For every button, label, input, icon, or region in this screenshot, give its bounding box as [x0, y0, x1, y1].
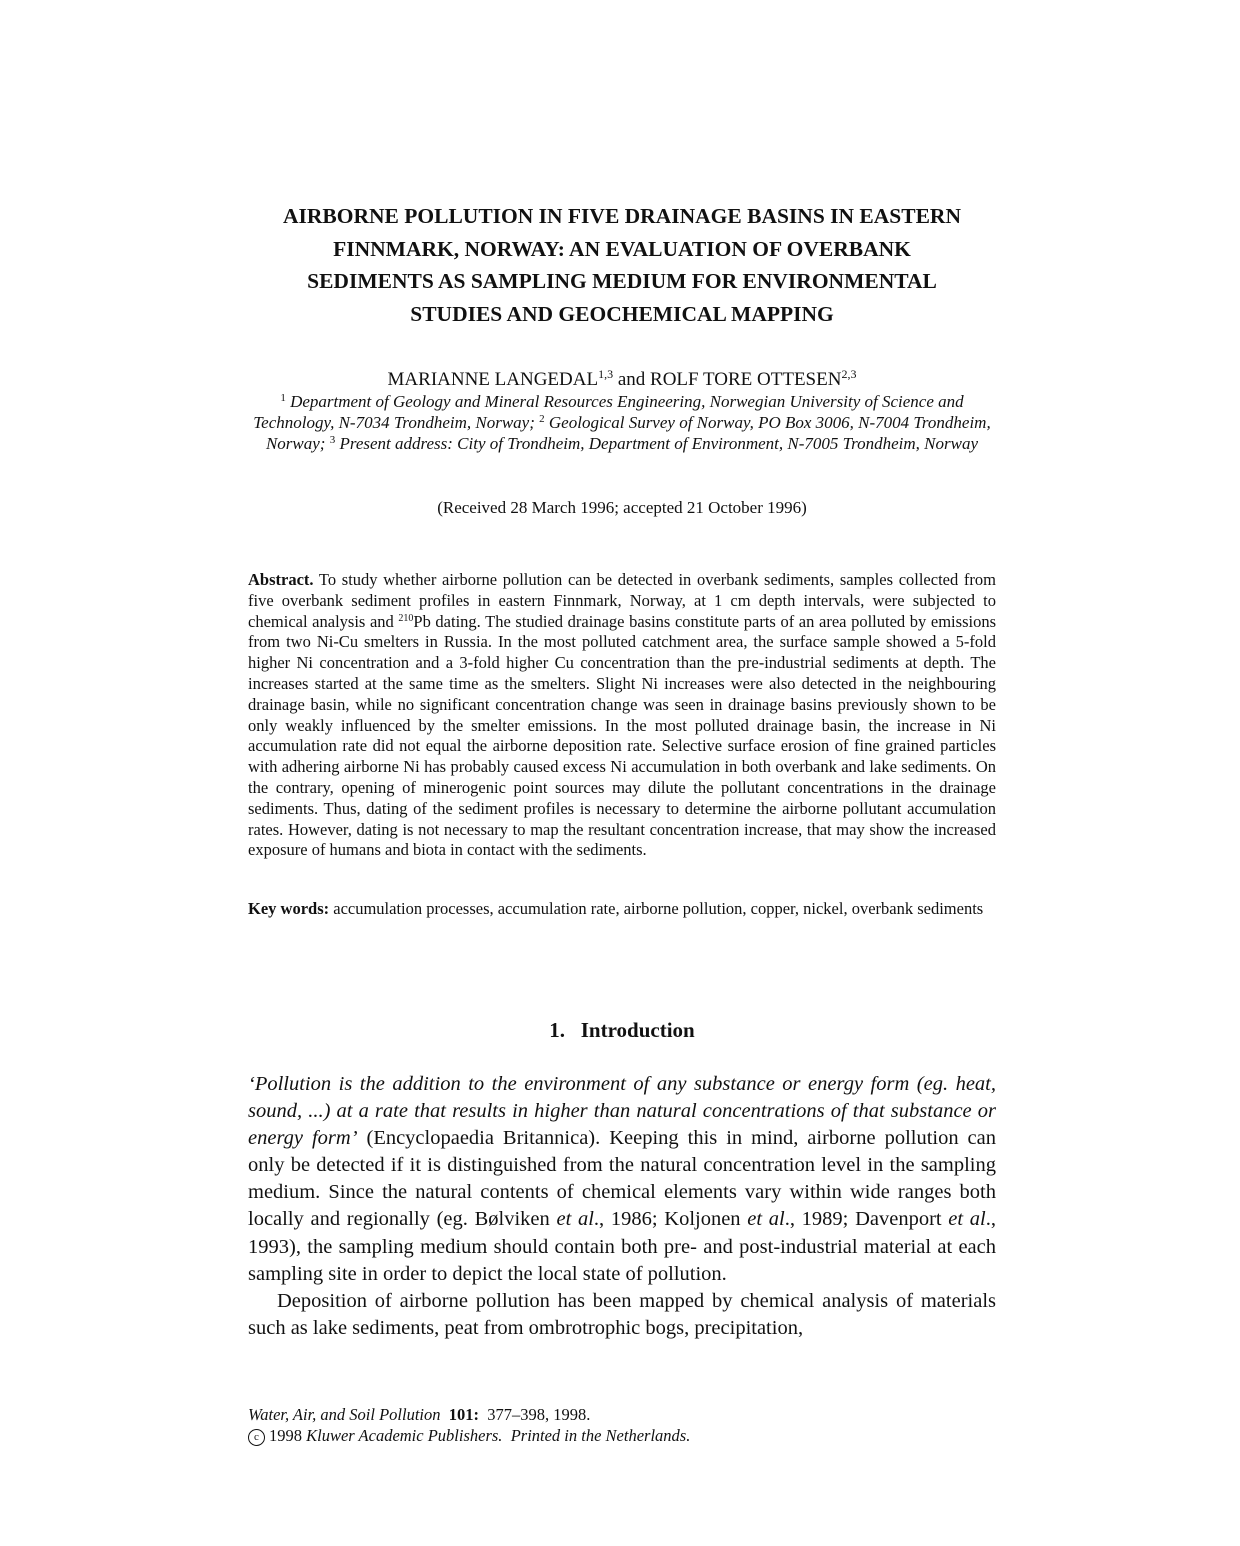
keywords-text: accumulation processes, accumulation rate, airborne pollution, copper, nickel, overbank sediments — [329, 899, 984, 918]
paragraph-text: Deposition of airborne pollution has been mapped by chemical analysis of materials such as lake sediments, peat from ombrotrophic bogs, precipitation, — [248, 1289, 996, 1339]
introduction-body — [248, 1071, 996, 1342]
keywords-label: Key words: — [248, 899, 330, 918]
affiliation-text: Geological Survey of Norway, PO Box 3006, N-7004 Trondheim, Norway; — [265, 412, 991, 453]
abstract — [248, 570, 996, 861]
paper-title — [248, 200, 996, 330]
title-line: FINNMARK, NORWAY: AN EVALUATION OF OVERBANK — [333, 236, 911, 261]
author-connector: and — [613, 369, 651, 390]
title-line: SEDIMENTS AS SAMPLING MEDIUM FOR ENVIRONMENTAL — [307, 269, 937, 293]
title-line: STUDIES AND GEOCHEMICAL MAPPING — [410, 301, 834, 326]
title-line: AIRBORNE POLLUTION IN FIVE DRAINAGE BASINS IN EASTERN — [283, 204, 961, 228]
journal-volume: 101: — [448, 1405, 480, 1424]
paragraph-text: (Encyclopaedia Britannica). Keeping this in mind, airborne pollution can only be detected if it is distinguished from the natural concentration level in the sampling medium. Since the natural contents of chemical elements vary within wide ranges both locally and regionally (eg. Bølviken — [248, 1127, 996, 1231]
received-dates: (Received 28 March 1996; accepted 21 October 1996) — [437, 498, 807, 517]
paragraph-text: ., 1986; Koljonen — [593, 1208, 748, 1231]
abstract-text: Pb dating. The studied drainage basins constitute parts of an area polluted by emissions from two Ni-Cu smelters in Russia. In the most polluted catchment area, the surface sample showed a 5-fold higher Ni concentration and a 3-fold higher Cu concentration than the pre-industrial sediments at depth. The increases started at the same time as the smelters. Slight Ni increases were also detected in the neighbouring drainage basin, while no significant concentration change was seen in drainage basins previously shown to be only weakly influenced by the smelter emissions. In the most polluted drainage basin, the increase in Ni accumulation rate did not equal the airborne deposition rate. Selective surface erosion of fine grained particles with adhering airborne Ni has probably caused excess Ni accumulation in both overbank and lake sediments. On the contrary, opening of minerogenic point sources may dilute the pollutant concentrations in the drainage sediments. Thus, dating of the sediment profiles is necessary to determine the airborne pollutant accumulation rates. However, dating is not necessary to map the resultant concentration increase, that may show the increased exposure of humans and biota in contact with the sediments. — [248, 611, 996, 860]
citation-etal: et al — [948, 1208, 986, 1231]
abstract-label: Abstract. — [248, 570, 314, 589]
affiliation-marker: 1 — [280, 392, 286, 404]
isotope-superscript: 210 — [398, 612, 414, 624]
affiliation-text: Present address: City of Trondheim, Department of Environment, N-7005 Trondheim, Norway — [335, 433, 979, 453]
abstract-text: To study whether airborne pollution can be detected in overbank sediments, samples collected from five overbank sediment profiles in eastern Finnmark, Norway, at 1 cm depth intervals, were subjected to chemical analysis and — [248, 570, 996, 631]
section-title: Introduction — [580, 1018, 695, 1042]
copyright-line — [248, 1425, 996, 1446]
journal-pages: 377–398, 1998. — [487, 1405, 591, 1424]
journal-name: Water, Air, and Soil Pollution — [248, 1405, 441, 1424]
citation-etal: et al — [747, 1208, 785, 1231]
author-list — [248, 368, 996, 392]
affiliation-marker: 3 — [329, 433, 336, 446]
copyright-year: 1998 — [269, 1426, 302, 1445]
printed-location: Printed in the Netherlands. — [510, 1426, 691, 1445]
author-name: ROLF TORE OTTESEN — [650, 369, 842, 390]
author-affiliation-marker: 1,3 — [598, 367, 614, 381]
quoted-definition: ‘Pollution is the addition to the environment of any substance or energy form (eg. heat, sound, ...) at a rate that results in higher than natural concentrations of that substance or energy form’ — [248, 1073, 996, 1150]
publisher: Kluwer Academic Publishers. — [306, 1426, 503, 1445]
keywords — [248, 899, 996, 920]
author-affiliation-marker: 2,3 — [841, 367, 857, 381]
journal-footer — [248, 1404, 996, 1446]
affiliation-marker: 2 — [539, 412, 545, 425]
affiliations — [248, 392, 996, 454]
paragraph-text: ., 1993), the sampling medium should contain both pre- and post-industrial material at each sampling site in order to depict the local state of pollution. — [248, 1208, 996, 1285]
paragraph — [248, 1288, 996, 1342]
citation-etal: et al — [556, 1208, 594, 1231]
paragraph-text: ., 1989; Davenport — [784, 1208, 949, 1231]
paragraph — [248, 1071, 996, 1288]
affiliation-text: Department of Geology and Mineral Resources Engineering, Norwegian University of Science and Technology, N-7034 Trondheim, Norway; — [253, 392, 964, 432]
section-heading — [248, 1016, 996, 1044]
copyright-icon: c — [248, 1429, 265, 1446]
section-number: 1. — [549, 1018, 565, 1042]
citation-line — [248, 1404, 996, 1425]
author-name: MARIANNE LANGEDAL — [387, 369, 599, 390]
